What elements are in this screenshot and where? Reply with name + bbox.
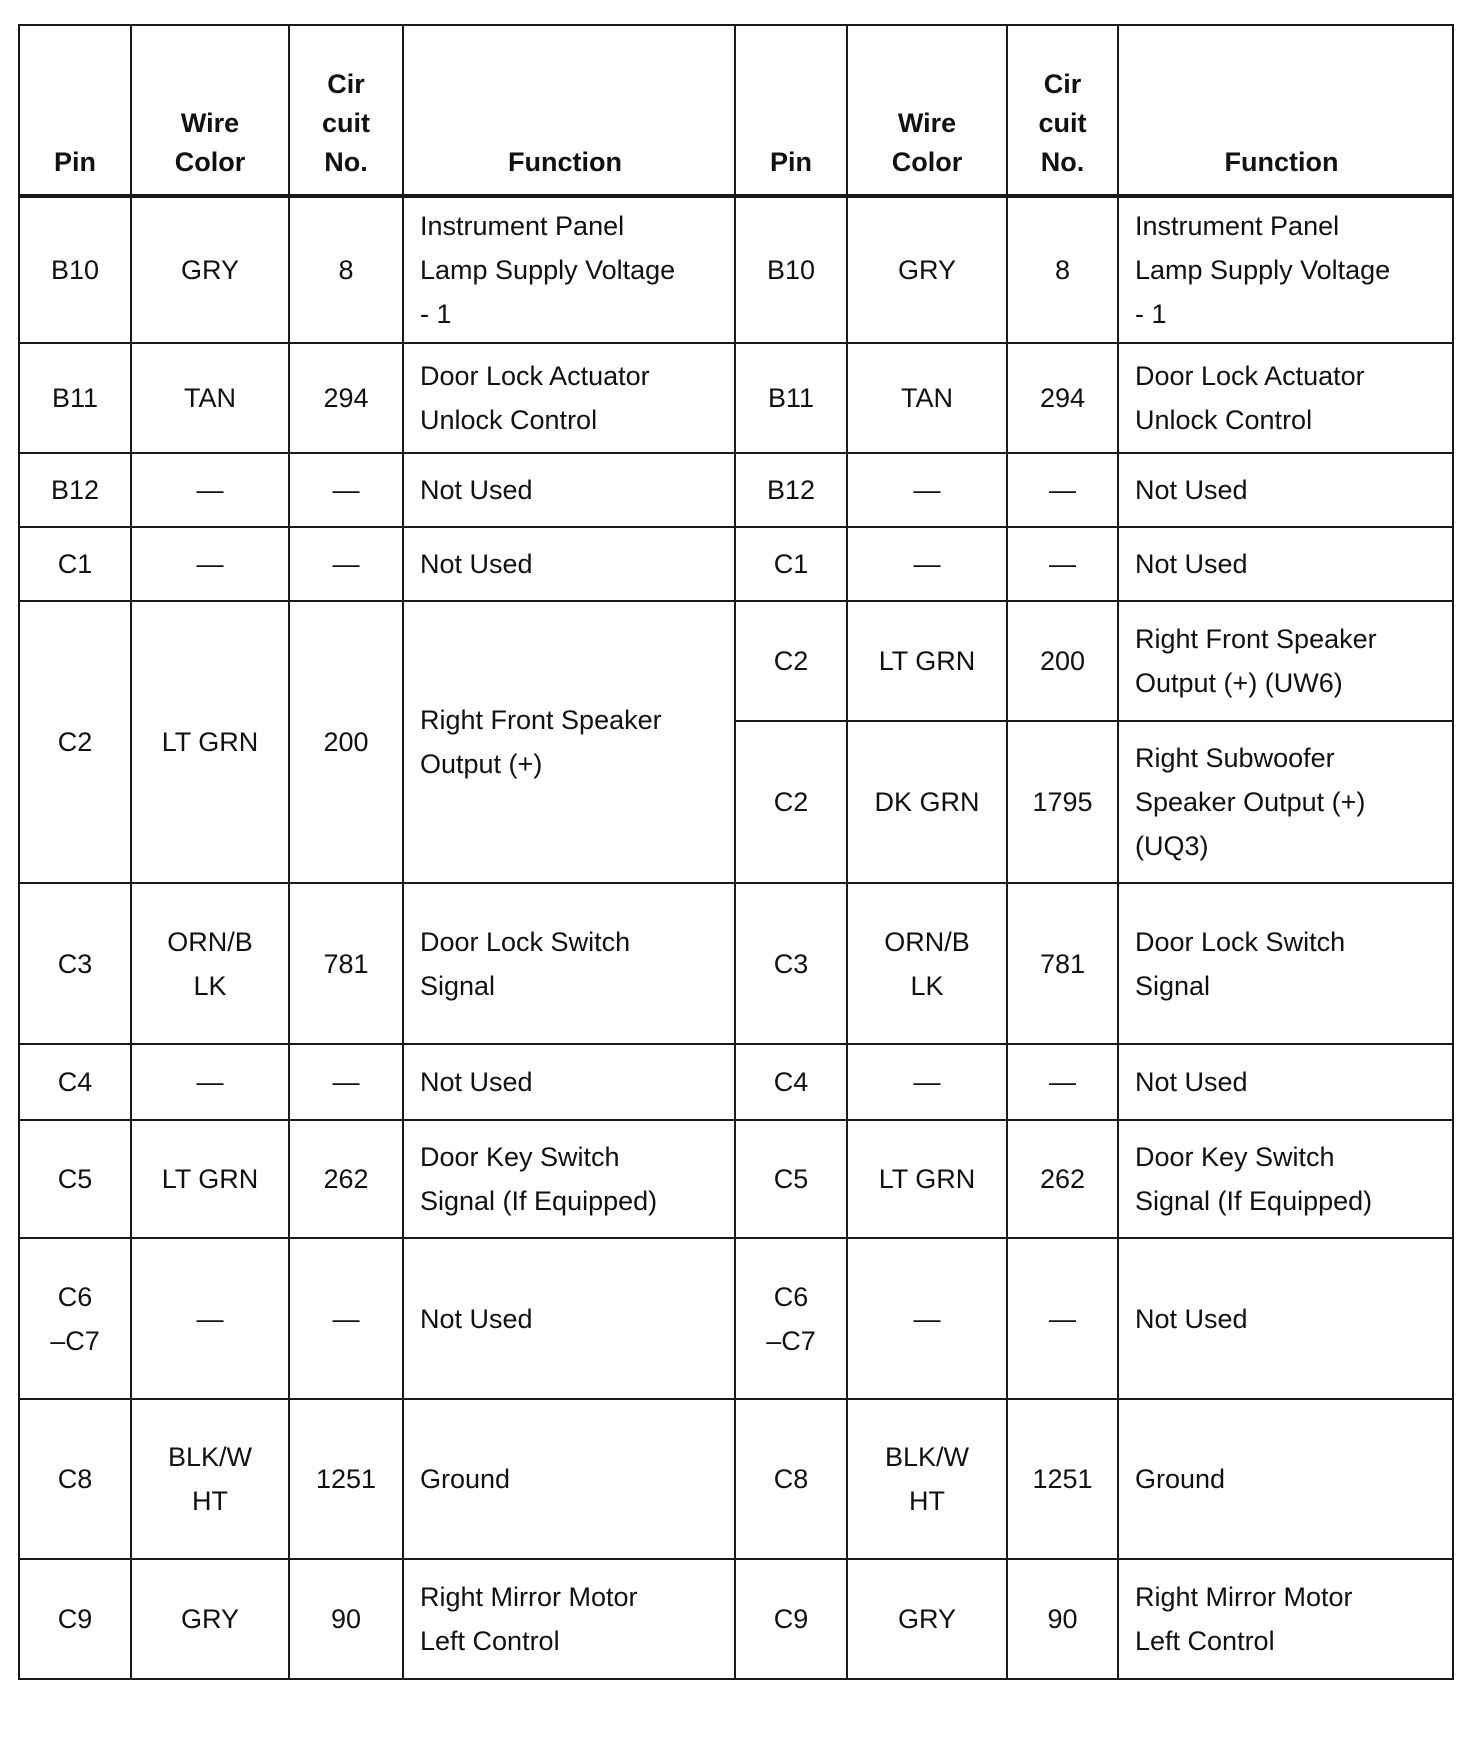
function-cell: Door Key Switch Signal (If Equipped) (403, 1120, 735, 1238)
pin-cell: B11 (19, 343, 131, 453)
table-row (19, 196, 1453, 343)
circuit-cell: — (289, 1238, 403, 1399)
function-cell: Instrument Panel Lamp Supply Voltage - 1 (1118, 196, 1453, 343)
circuit-cell: 90 (289, 1559, 403, 1679)
pin-cell: C6 –C7 (735, 1238, 847, 1399)
wire-color-cell: LT GRN (131, 601, 289, 883)
wire-color-cell: — (131, 1238, 289, 1399)
function-cell: Not Used (1118, 1238, 1453, 1399)
header-pin: Pin (735, 25, 847, 196)
pin-cell: B10 (19, 196, 131, 343)
circuit-cell: 200 (1007, 601, 1118, 721)
function-cell: Not Used (1118, 527, 1453, 601)
function-cell: Not Used (403, 1238, 735, 1399)
pin-cell: C5 (19, 1120, 131, 1238)
header-circuit-no: Cir cuit No. (1007, 25, 1118, 196)
wire-color-cell: — (131, 527, 289, 601)
function-cell: Instrument Panel Lamp Supply Voltage - 1 (403, 196, 735, 343)
wire-color-cell: GRY (131, 1559, 289, 1679)
pin-cell: C2 (735, 721, 847, 883)
function-cell: Ground (1118, 1399, 1453, 1559)
function-cell: Right Front Speaker Output (+) (403, 601, 735, 883)
function-cell: Not Used (403, 527, 735, 601)
wire-color-cell: ORN/B LK (847, 883, 1007, 1044)
header-pin: Pin (19, 25, 131, 196)
pin-cell: C6 –C7 (19, 1238, 131, 1399)
pin-cell: C4 (735, 1044, 847, 1120)
wire-color-cell: — (847, 1044, 1007, 1120)
pin-cell: C2 (735, 601, 847, 721)
wire-color-cell: — (847, 527, 1007, 601)
pin-cell: C9 (19, 1559, 131, 1679)
function-cell: Door Lock Switch Signal (1118, 883, 1453, 1044)
table-row (19, 453, 1453, 527)
function-cell: Right Mirror Motor Left Control (1118, 1559, 1453, 1679)
circuit-cell: 294 (1007, 343, 1118, 453)
table-row (19, 1399, 1453, 1559)
table-row (19, 883, 1453, 1044)
pin-cell: B10 (735, 196, 847, 343)
wire-color-cell: — (847, 1238, 1007, 1399)
wire-color-cell: LT GRN (131, 1120, 289, 1238)
circuit-cell: 8 (1007, 196, 1118, 343)
function-cell: Door Key Switch Signal (If Equipped) (1118, 1120, 1453, 1238)
circuit-cell: 200 (289, 601, 403, 883)
circuit-cell: 1795 (1007, 721, 1118, 883)
table-row (19, 527, 1453, 601)
pin-cell: C3 (19, 883, 131, 1044)
wire-color-cell: — (847, 453, 1007, 527)
function-cell: Not Used (403, 1044, 735, 1120)
pin-cell: C3 (735, 883, 847, 1044)
circuit-cell: — (1007, 453, 1118, 527)
circuit-cell: 294 (289, 343, 403, 453)
function-cell: Door Lock Actuator Unlock Control (1118, 343, 1453, 453)
table-row (19, 1044, 1453, 1120)
table-row (19, 343, 1453, 453)
header-function: Function (1118, 25, 1453, 196)
pin-cell: C1 (19, 527, 131, 601)
pin-cell: B12 (19, 453, 131, 527)
circuit-cell: — (1007, 1238, 1118, 1399)
function-cell: Not Used (1118, 1044, 1453, 1120)
table-row (19, 1559, 1453, 1679)
pin-cell: C8 (19, 1399, 131, 1559)
circuit-cell: 781 (289, 883, 403, 1044)
pin-cell: C2 (19, 601, 131, 883)
header-wire-color: Wire Color (847, 25, 1007, 196)
pin-cell: B12 (735, 453, 847, 527)
circuit-cell: 1251 (289, 1399, 403, 1559)
wire-color-cell: BLK/W HT (131, 1399, 289, 1559)
circuit-cell: 262 (1007, 1120, 1118, 1238)
wire-color-cell: TAN (847, 343, 1007, 453)
function-cell: Not Used (403, 453, 735, 527)
function-cell: Right Subwoofer Speaker Output (+) (UQ3) (1118, 721, 1453, 883)
pin-cell: C5 (735, 1120, 847, 1238)
wire-color-cell: GRY (847, 196, 1007, 343)
circuit-cell: 90 (1007, 1559, 1118, 1679)
header-row (19, 25, 1453, 196)
table-row (19, 1120, 1453, 1238)
function-cell: Door Lock Switch Signal (403, 883, 735, 1044)
circuit-cell: — (1007, 527, 1118, 601)
wire-color-cell: BLK/W HT (847, 1399, 1007, 1559)
circuit-cell: — (289, 527, 403, 601)
function-cell: Ground (403, 1399, 735, 1559)
wire-color-cell: DK GRN (847, 721, 1007, 883)
header-circuit-no: Cir cuit No. (289, 25, 403, 196)
header-wire-color: Wire Color (131, 25, 289, 196)
function-cell: Not Used (1118, 453, 1453, 527)
wire-color-cell: TAN (131, 343, 289, 453)
pinout-document (18, 24, 1454, 1680)
circuit-cell: 8 (289, 196, 403, 343)
circuit-cell: — (1007, 1044, 1118, 1120)
wire-color-cell: LT GRN (847, 1120, 1007, 1238)
circuit-cell: — (289, 1044, 403, 1120)
wire-color-cell: — (131, 453, 289, 527)
header-function: Function (403, 25, 735, 196)
wire-color-cell: GRY (847, 1559, 1007, 1679)
function-cell: Door Lock Actuator Unlock Control (403, 343, 735, 453)
table-row (19, 601, 1453, 721)
pin-cell: B11 (735, 343, 847, 453)
pin-cell: C8 (735, 1399, 847, 1559)
circuit-cell: 1251 (1007, 1399, 1118, 1559)
circuit-cell: 262 (289, 1120, 403, 1238)
table-row (19, 1238, 1453, 1399)
circuit-cell: 781 (1007, 883, 1118, 1044)
pin-cell: C4 (19, 1044, 131, 1120)
function-cell: Right Front Speaker Output (+) (UW6) (1118, 601, 1453, 721)
pin-cell: C9 (735, 1559, 847, 1679)
wire-color-cell: ORN/B LK (131, 883, 289, 1044)
wire-color-cell: LT GRN (847, 601, 1007, 721)
pinout-table (18, 24, 1454, 1680)
circuit-cell: — (289, 453, 403, 527)
wire-color-cell: GRY (131, 196, 289, 343)
wire-color-cell: — (131, 1044, 289, 1120)
pin-cell: C1 (735, 527, 847, 601)
function-cell: Right Mirror Motor Left Control (403, 1559, 735, 1679)
